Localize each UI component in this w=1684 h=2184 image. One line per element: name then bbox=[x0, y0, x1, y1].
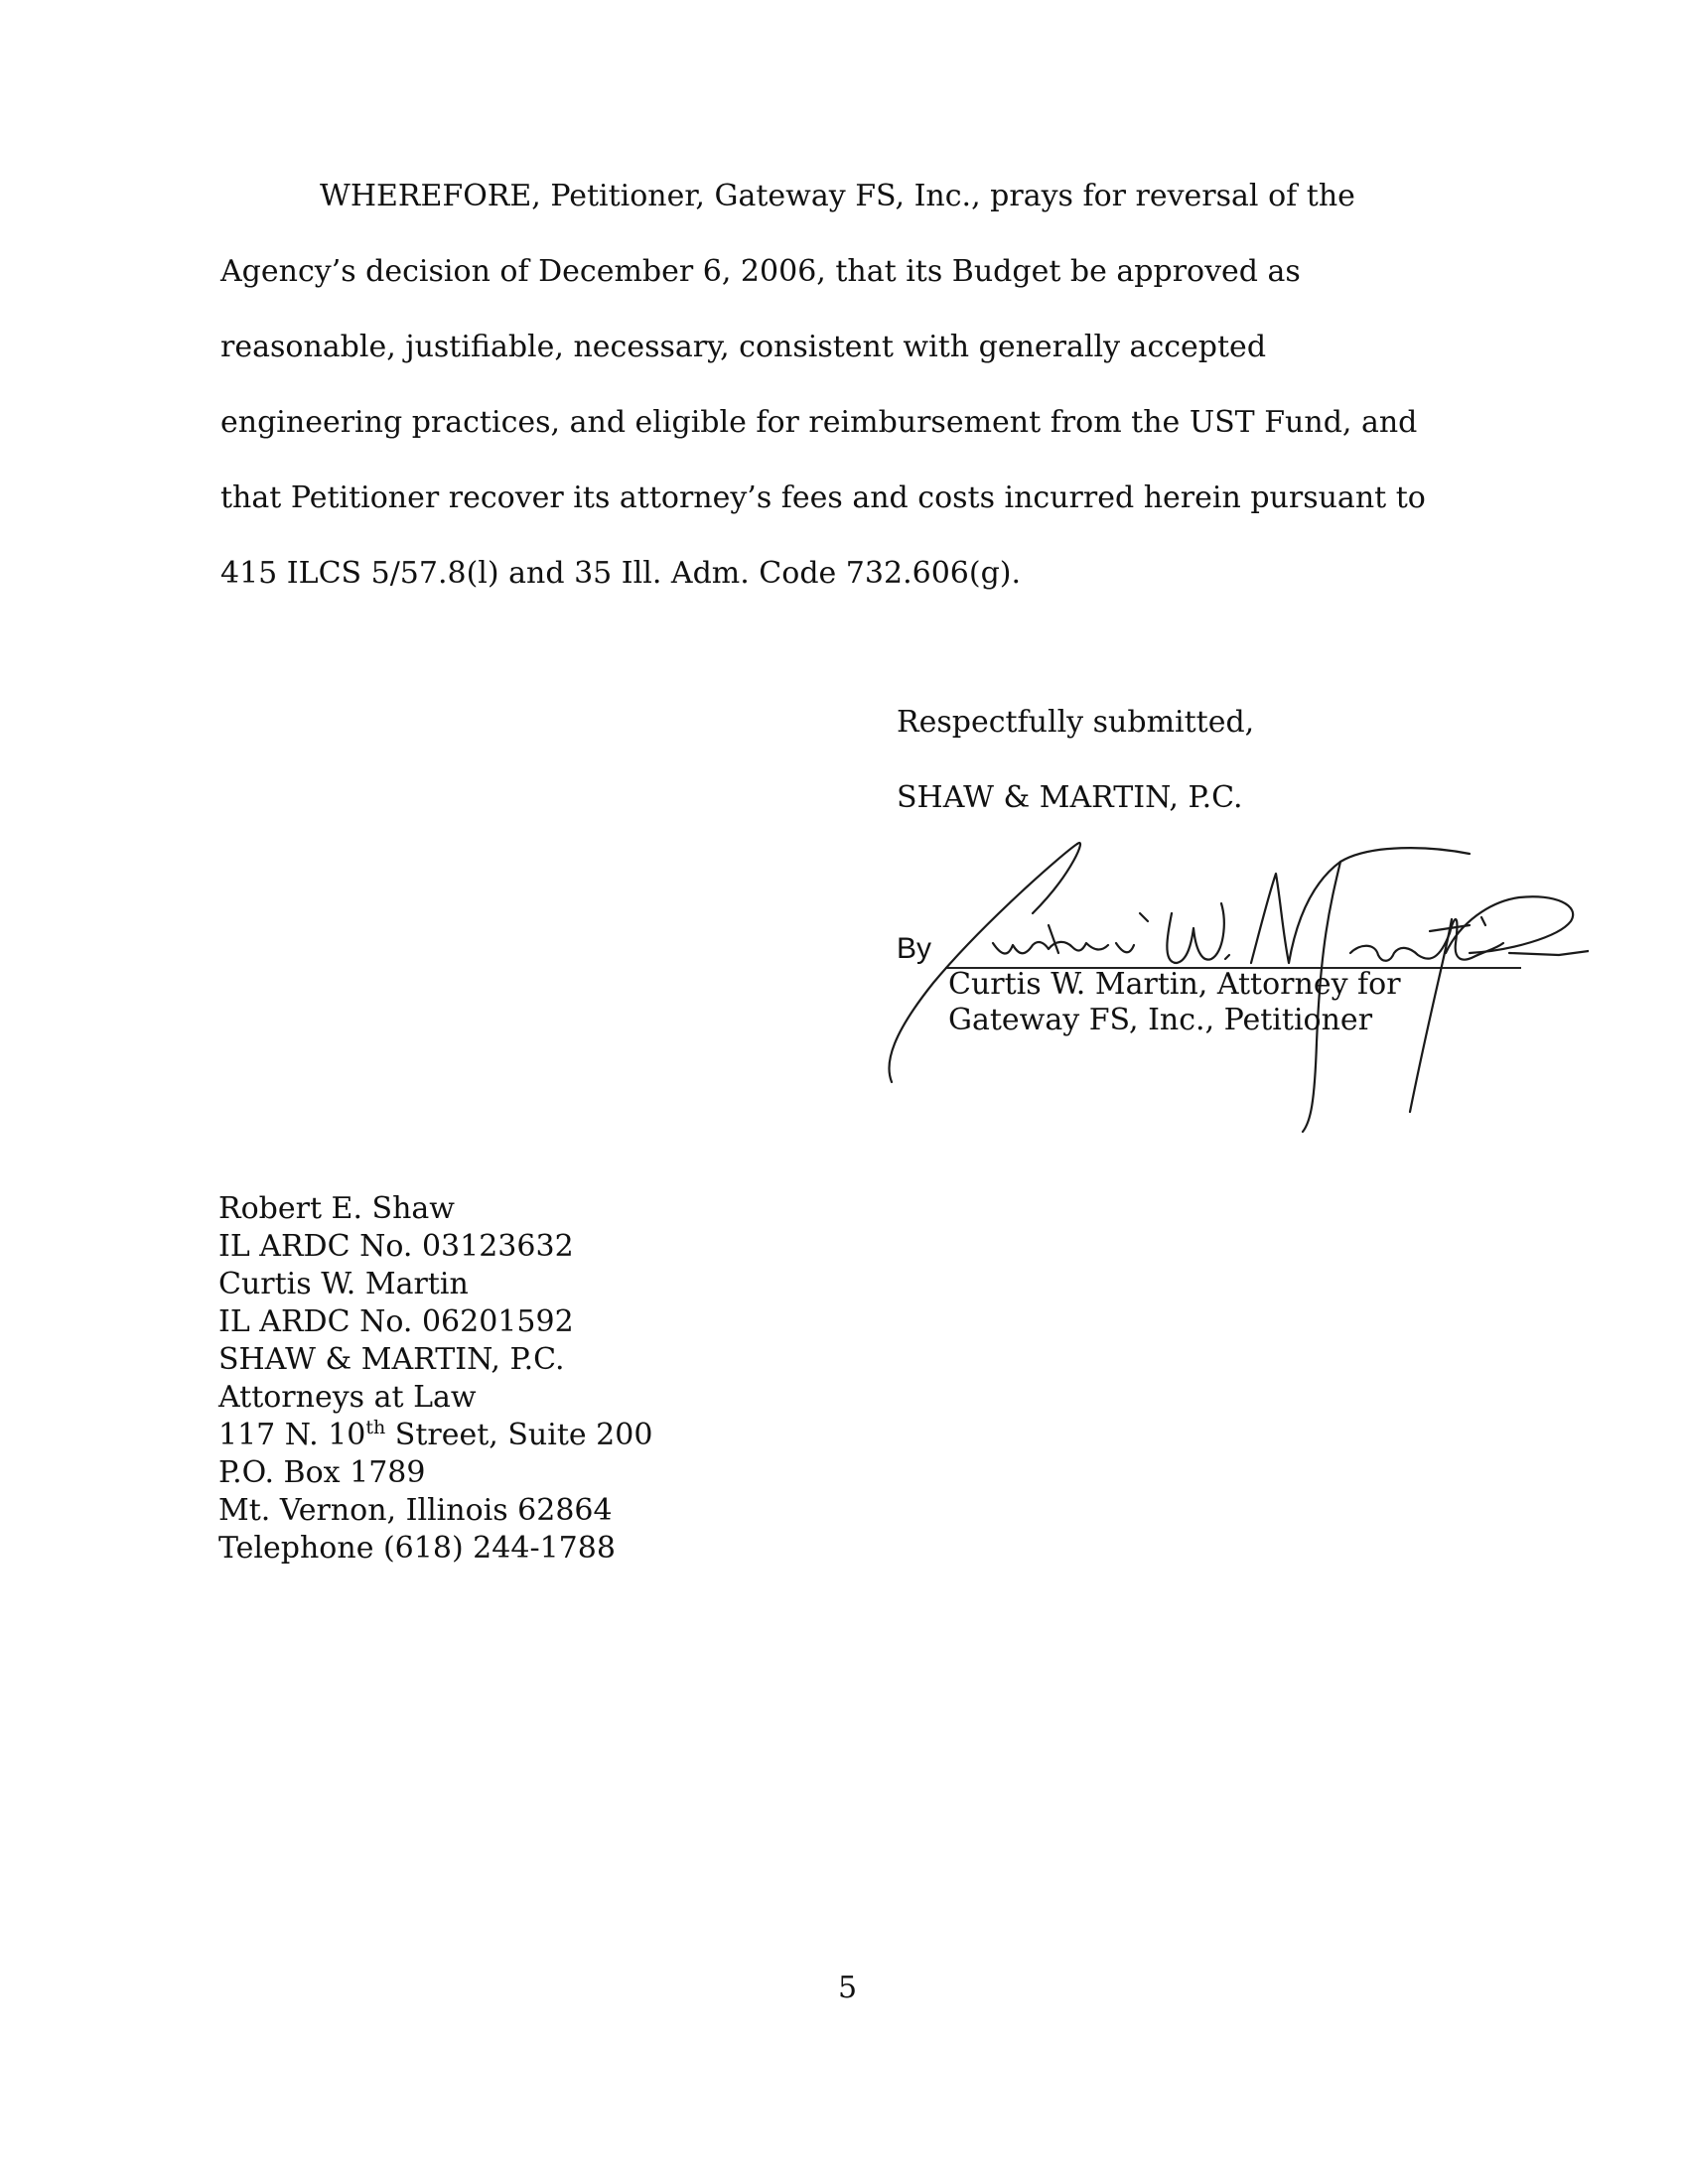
ardc-number-2: IL ARDC No. 06201592 bbox=[218, 1304, 574, 1339]
firm-descriptor: Attorneys at Law bbox=[218, 1380, 477, 1415]
signer-name-line: Curtis W. Martin, Attorney for bbox=[948, 967, 1401, 1002]
page-number: 5 bbox=[838, 1971, 858, 2005]
ardc-number-1: IL ARDC No. 03123632 bbox=[218, 1229, 574, 1264]
telephone: Telephone (618) 244-1788 bbox=[218, 1531, 616, 1566]
paragraph-line-4: engineering practices, and eligible for reimbursement from the UST Fund, and bbox=[220, 405, 1418, 440]
paragraph-line-2: Agency’s decision of December 6, 2006, that its Budget be approved as bbox=[220, 254, 1301, 289]
street-address bbox=[218, 1418, 652, 1453]
paragraph-line-5: that Petitioner recover its attorney’s fees and costs incurred herein pursuant to bbox=[220, 480, 1426, 515]
attorney-name-2: Curtis W. Martin bbox=[218, 1267, 469, 1301]
firm-name-address: SHAW & MARTIN, P.C. bbox=[218, 1342, 565, 1377]
paragraph-line-6: 415 ILCS 5/57.8(l) and 35 Ill. Adm. Code 732.606(g). bbox=[220, 556, 1022, 591]
street-number: 117 N. 10 bbox=[218, 1418, 366, 1452]
by-label: By bbox=[897, 932, 932, 965]
attorney-name-1: Robert E. Shaw bbox=[218, 1191, 455, 1226]
paragraph-line-1: WHEREFORE, Petitioner, Gateway FS, Inc., prays for reversal of the bbox=[320, 179, 1355, 213]
respectfully-submitted: Respectfully submitted, bbox=[897, 705, 1255, 740]
street-rest: Street, Suite 200 bbox=[385, 1418, 653, 1452]
city-state-zip: Mt. Vernon, Illinois 62864 bbox=[218, 1493, 613, 1528]
paragraph-line-3: reasonable, justifiable, necessary, consistent with generally accepted bbox=[220, 330, 1267, 364]
po-box: P.O. Box 1789 bbox=[218, 1455, 426, 1490]
ordinal-suffix: th bbox=[365, 1417, 386, 1438]
firm-name: SHAW & MARTIN, P.C. bbox=[897, 780, 1243, 815]
signer-capacity-line: Gateway FS, Inc., Petitioner bbox=[948, 1003, 1373, 1037]
